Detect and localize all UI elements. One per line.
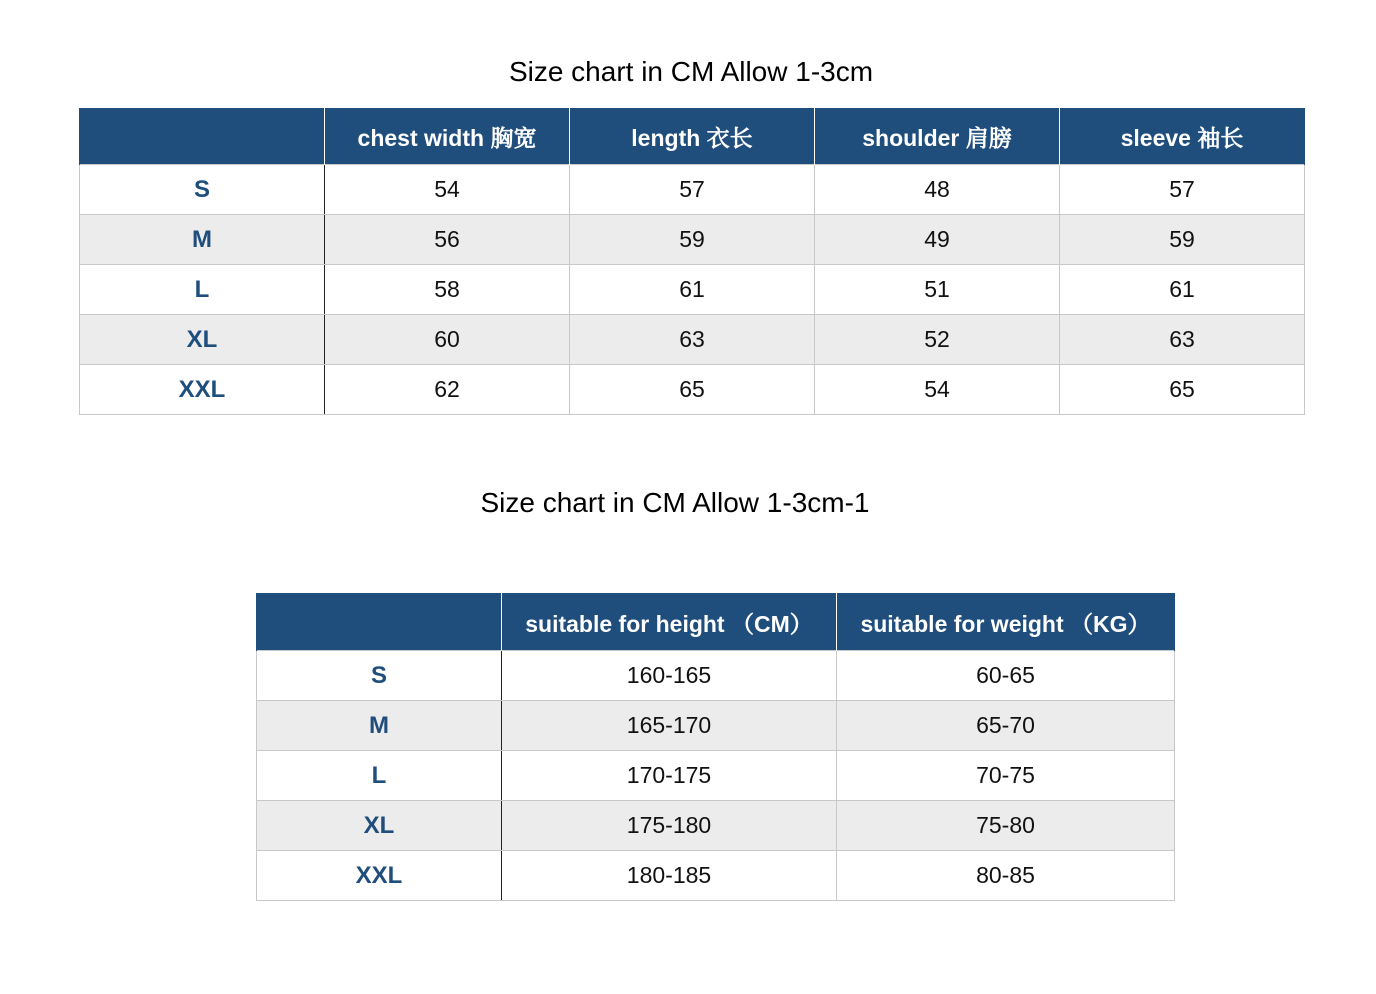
size-label: XL [80, 315, 325, 365]
height-range: 175-180 [502, 801, 837, 851]
table-row [80, 215, 1305, 265]
height-range: 180-185 [502, 851, 837, 901]
size-chart-title: Size chart in CM Allow 1-3cm [508, 56, 874, 87]
weight-range: 65-70 [837, 701, 1175, 751]
weight-range: 60-65 [837, 651, 1175, 701]
height-range: 165-170 [502, 701, 837, 751]
shoulder-value: 54 [815, 365, 1060, 415]
length-value: 63 [570, 315, 815, 365]
sleeve-value: 57 [1060, 165, 1305, 215]
header-chest-width: chest width 胸宽 [325, 109, 570, 165]
table-row [257, 701, 1175, 751]
size-label: M [257, 701, 502, 751]
size-label: L [257, 751, 502, 801]
size-measurements-table [79, 108, 1305, 415]
shoulder-value: 48 [815, 165, 1060, 215]
sleeve-value: 63 [1060, 315, 1305, 365]
header-height: suitable for height （CM） [502, 594, 837, 651]
shoulder-value: 49 [815, 215, 1060, 265]
sleeve-value: 59 [1060, 215, 1305, 265]
shoulder-value: 51 [815, 265, 1060, 315]
chest-width-value: 60 [325, 315, 570, 365]
header-cell-empty [257, 594, 502, 651]
table-row [80, 165, 1305, 215]
header-cell-empty [80, 109, 325, 165]
size-label: M [80, 215, 325, 265]
chest-width-value: 54 [325, 165, 570, 215]
height-range: 160-165 [502, 651, 837, 701]
height-weight-table [256, 593, 1175, 901]
header-shoulder: shoulder 肩膀 [815, 109, 1060, 165]
header-length: length 衣长 [570, 109, 815, 165]
shoulder-value: 52 [815, 315, 1060, 365]
table-header-row [80, 109, 1305, 165]
height-range: 170-175 [502, 751, 837, 801]
header-weight: suitable for weight （KG） [837, 594, 1175, 651]
weight-range: 70-75 [837, 751, 1175, 801]
chest-width-value: 62 [325, 365, 570, 415]
table-row [80, 315, 1305, 365]
table-row [257, 751, 1175, 801]
header-sleeve: sleeve 袖长 [1060, 109, 1305, 165]
sleeve-value: 61 [1060, 265, 1305, 315]
length-value: 61 [570, 265, 815, 315]
fit-chart-title: Size chart in CM Allow 1-3cm-1 [480, 487, 870, 518]
size-label: S [257, 651, 502, 701]
weight-range: 75-80 [837, 801, 1175, 851]
table-row [80, 365, 1305, 415]
length-value: 57 [570, 165, 815, 215]
size-label: S [80, 165, 325, 215]
weight-range: 80-85 [837, 851, 1175, 901]
size-label: XXL [80, 365, 325, 415]
chest-width-value: 56 [325, 215, 570, 265]
chest-width-value: 58 [325, 265, 570, 315]
length-value: 59 [570, 215, 815, 265]
size-label: XL [257, 801, 502, 851]
table-row [257, 851, 1175, 901]
table-header-row [257, 594, 1175, 651]
size-label: XXL [257, 851, 502, 901]
sleeve-value: 65 [1060, 365, 1305, 415]
size-label: L [80, 265, 325, 315]
table-row [257, 801, 1175, 851]
table-row [257, 651, 1175, 701]
length-value: 65 [570, 365, 815, 415]
table-row [80, 265, 1305, 315]
